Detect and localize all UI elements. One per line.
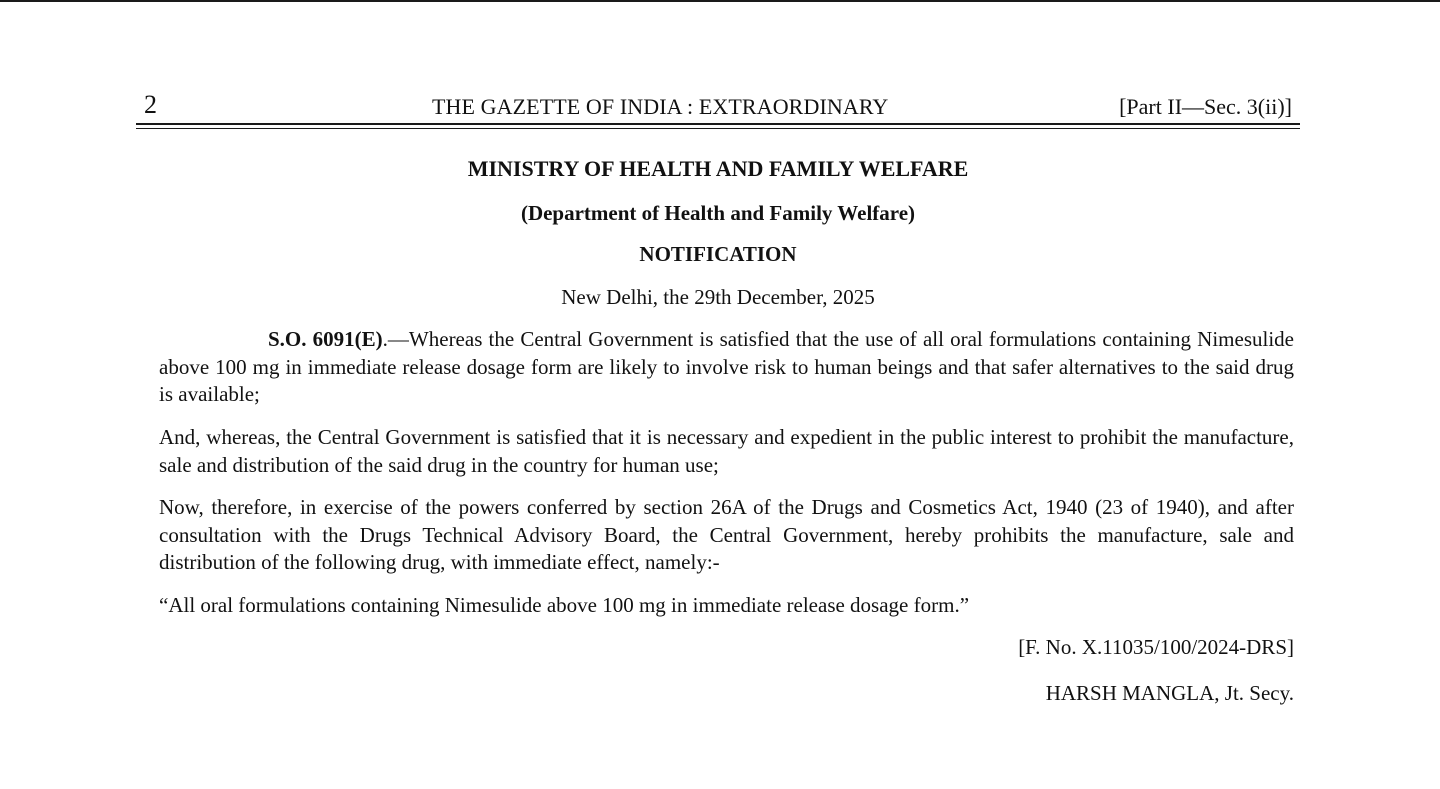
notification-heading: NOTIFICATION — [639, 242, 797, 266]
paragraph-whereas-text: .—Whereas the Central Government is satisfied that the use of all oral formulations containing Nimesulide above 100 mg in immediate release dosage form are likely to involve risk to human beings and that safer alternatives to the said drug is available; — [159, 327, 1294, 406]
gazette-title: THE GAZETTE OF INDIA : EXTRAORDINARY — [432, 94, 889, 119]
gazette-header — [136, 88, 1300, 124]
department-heading: (Department of Health and Family Welfare) — [520, 201, 916, 225]
signatory: HARSH MANGLA, Jt. Secy. — [1045, 681, 1294, 705]
part-section-label: [Part II—Sec. 3(ii)] — [1119, 94, 1292, 119]
file-number: [F. No. X.11035/100/2024-DRS] — [1018, 635, 1294, 659]
paragraph-whereas — [159, 326, 1294, 409]
prohibited-drug-quote: “All oral formulations containing Nimesulide above 100 mg in immediate release dosage form.” — [159, 593, 970, 617]
page-number: 2 — [144, 90, 157, 119]
dateline: New Delhi, the 29th December, 2025 — [561, 285, 875, 309]
header-rule-thick — [136, 123, 1300, 125]
paragraph-now-therefore: Now, therefore, in exercise of the powers conferred by section 26A of the Drugs and Cosmetics Act, 1940 (23 of 1940), and after consultation with the Drugs Technical Advisory Board, the Central Government, hereby prohibits the manufacture, sale and distribution of the following drug, with immediate effect, namely:- — [159, 495, 1294, 574]
top-border-line — [0, 0, 1440, 2]
ministry-heading: MINISTRY OF HEALTH AND FAMILY WELFARE — [467, 156, 969, 181]
so-number: S.O. 6091(E) — [268, 327, 383, 351]
paragraph-and-whereas: And, whereas, the Central Government is satisfied that it is necessary and expedient in the public interest to prohibit the manufacture, sale and distribution of the said drug in the country for human use; — [159, 425, 1294, 477]
header-rule-thin — [136, 128, 1300, 129]
